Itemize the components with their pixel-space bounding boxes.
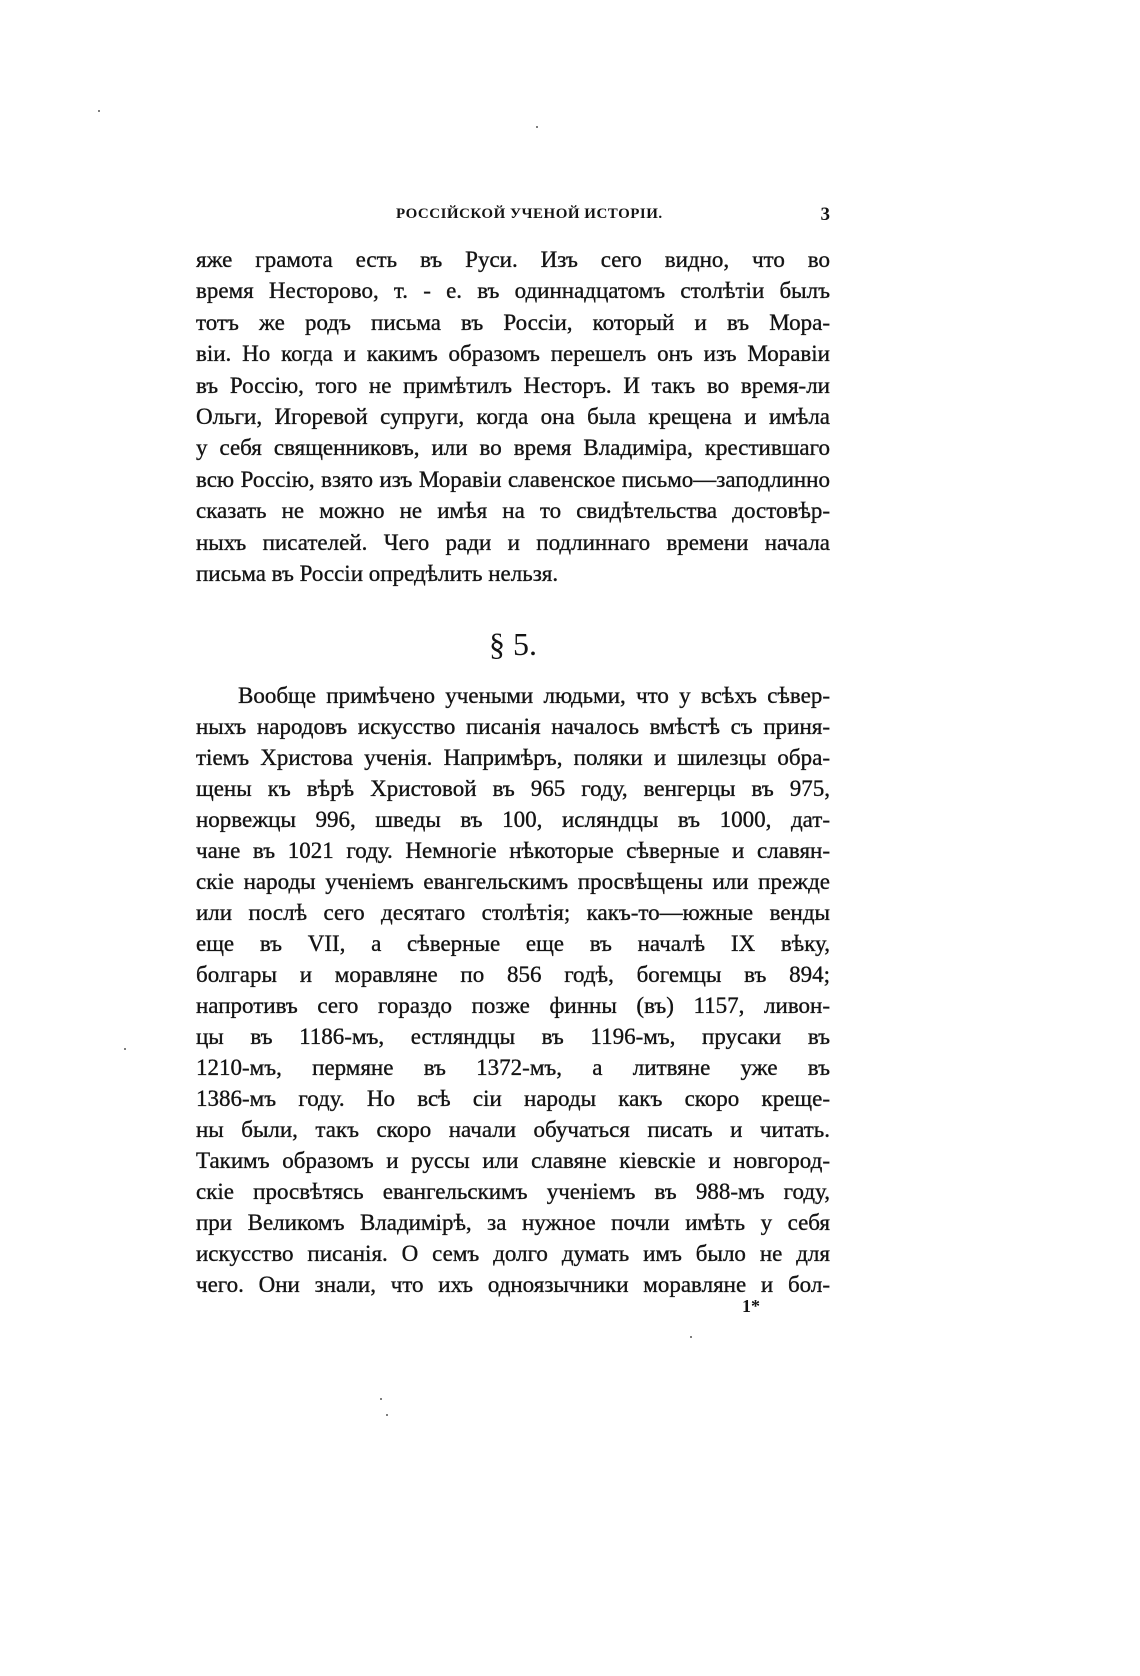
text-line: чего. Они знали, что ихъ одноязычники моравляне и бол- [196,1272,830,1297]
text-line: яже грамота есть въ Руси. Изъ сего видно, что во [196,247,830,272]
text-line: всю Россію, взято изъ Моравіи славенское письмо—заподлинно [196,466,830,492]
text-line: чане въ 1021 году. Немногіе нѣкоторые сѣверные и славян- [196,838,830,863]
text-line: сказать не можно не имѣя на то свидѣтельства достовѣр- [196,498,830,524]
text-line: письма въ Россіи опредѣлить нельзя. [196,560,559,586]
scan-speck [380,1398,382,1400]
text-line: время Несторово, т. - е. въ одиннадцатомъ столѣтіи былъ [196,278,830,304]
text-line: въ Россію, того не примѣтилъ Несторъ. И такъ во время-ли [196,372,830,398]
scan-speck [386,1414,388,1416]
signature-mark: 1* [742,1296,760,1316]
text-line: ныхъ народовъ искусство писанія началось вмѣстѣ съ приня- [196,714,830,739]
text-line: еще въ VII, а сѣверные еще въ началѣ IX вѣку, [196,931,830,956]
text-line: или послѣ сего десятаго столѣтія; какъ-то—южные венды [196,900,830,925]
text-line: ны были, такъ скоро начали обучаться писать и читать. [196,1117,830,1142]
scan-speck [124,1048,126,1050]
scan-speck [98,110,100,112]
text-line: Ольги, Игоревой супруги, когда она была крещена и имѣла [196,403,830,429]
text-line: скіе народы ученіемъ евангельскимъ просвѣщены или прежде [196,869,830,894]
text-line: скіе просвѣтясь евангельскимъ ученіемъ въ 988-мъ году, [196,1179,830,1204]
running-head [196,206,830,230]
text-line: Такимъ образомъ и руссы или славяне кіевскіе и новгород- [196,1148,830,1173]
page-number: 3 [820,204,830,225]
scan-speck [690,1336,692,1338]
text-line: напротивъ сего гораздо позже финны (въ) 1157, ливон- [196,993,830,1018]
text-line: Вообще примѣчено учеными людьми, что у всѣхъ сѣвер- [238,683,830,708]
text-line: щены къ вѣрѣ Христовой въ 965 году, венгерцы въ 975, [196,776,830,801]
paragraph-1 [196,244,830,589]
section-heading: § 5. [489,626,537,662]
text-line: при Великомъ Владимірѣ, за нужное почли имѣть у себя [196,1210,830,1235]
text-line: тотъ же родъ письма въ Россіи, который и въ Мора- [196,309,830,335]
paragraph-2 [196,680,830,1300]
text-line: цы въ 1186-мъ, естляндцы въ 1196-мъ, прусаки въ [196,1024,830,1049]
text-line: болгары и моравляне по 856 годѣ, богемцы въ 894; [196,962,830,987]
text-line: 1210-мъ, пермяне въ 1372-мъ, а литвяне уже въ [196,1055,830,1080]
scan-speck [536,126,538,128]
text-line: тіемъ Христова ученія. Напримѣръ, поляки и шилезцы обра- [196,745,830,770]
text-line: искусство писанія. О семъ долго думать имъ было не для [196,1241,830,1266]
running-title: РОССІЙСКОЙ УЧЕНОЙ ИСТОРІИ. [396,206,663,222]
text-line: норвежцы 996, шведы въ 100, исляндцы въ 1000, дат- [196,807,830,832]
text-line: ныхъ писателей. Чего ради и подлиннаго времени начала [196,529,830,555]
text-line: віи. Но когда и какимъ образомъ перешелъ онъ изъ Моравіи [196,341,830,367]
text-line: 1386-мъ году. Но всѣ сіи народы какъ скоро креще- [196,1086,830,1111]
text-line: у себя священниковъ, или во время Владиміра, крестившаго [196,435,830,461]
